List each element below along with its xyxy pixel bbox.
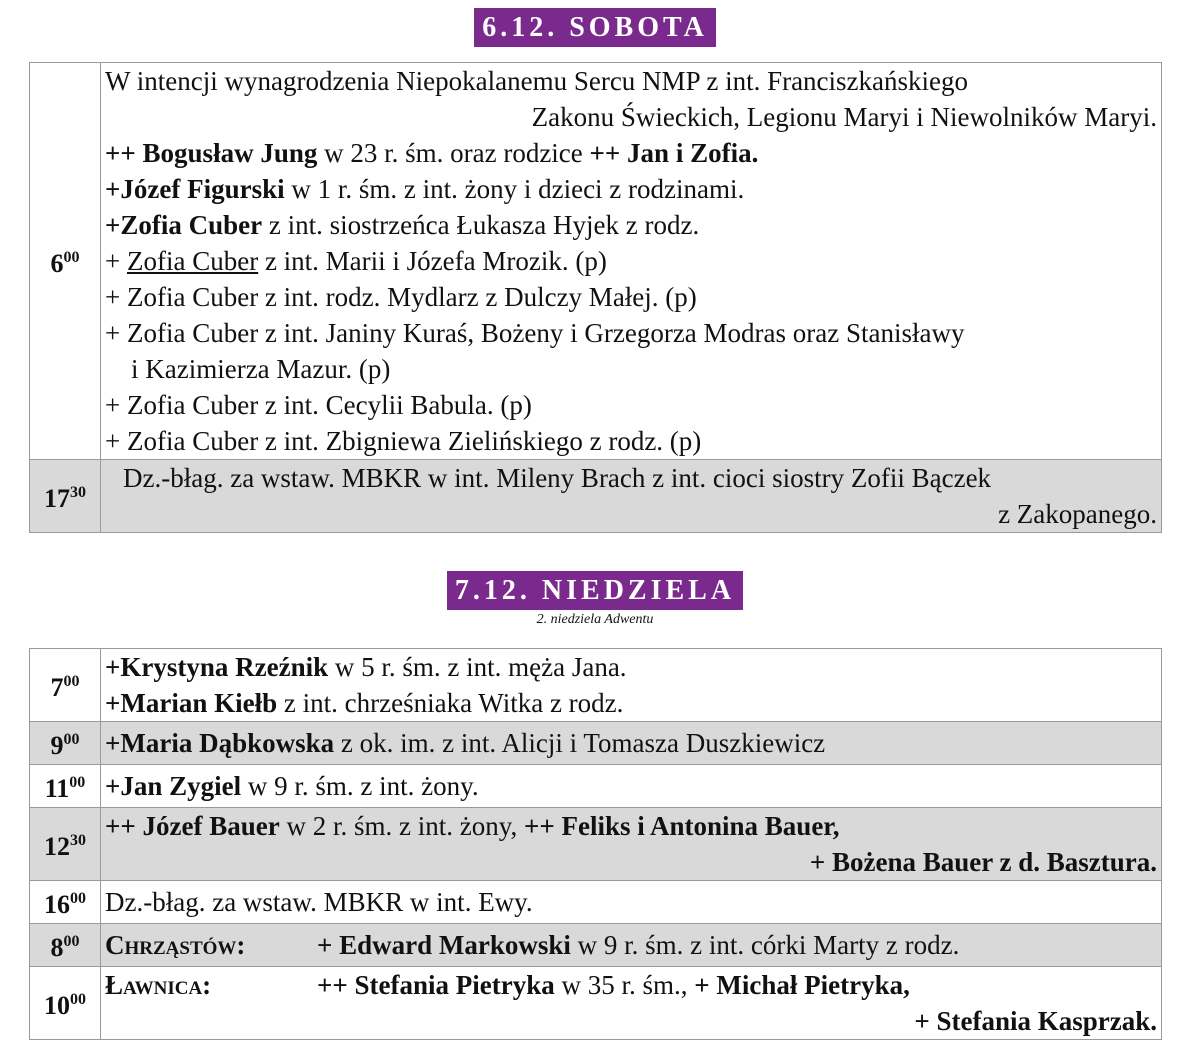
intention-line: +Jan Zygiel w 9 r. śm. z int. żony.	[105, 771, 479, 801]
table-row	[30, 808, 1162, 881]
mass-time: $7^{00}$	[30, 649, 101, 722]
day1-header	[0, 8, 1190, 47]
day1-title: 6.12. SOBOTA	[474, 8, 716, 47]
intention-line: + Zofia Cuber z int. Marii i Józefa Mrozik. (p)	[105, 246, 607, 276]
intention-line: +Zofia Cuber z int. siostrzeńca Łukasza Hyjek z rodz.	[105, 210, 700, 240]
mass-time: $16^{00}$	[30, 881, 101, 924]
place-label: Ławnica:	[105, 970, 212, 1000]
intention-line: Dz.-błag. za wstaw. MBKR w int. Mileny Brach z int. cioci siostry Zofii Bączek	[123, 463, 992, 493]
intention-line: + Stefania Kasprzak.	[914, 1006, 1157, 1036]
table-row	[30, 649, 1162, 722]
intention-line: + Bożena Bauer z d. Basztura.	[809, 847, 1157, 877]
mass-time: $8^{00}$	[30, 924, 101, 967]
mass-time: $11^{00}$	[30, 765, 101, 808]
mass-time: $9^{00}$	[30, 722, 101, 765]
mass-time: $10^{00}$	[30, 967, 101, 1040]
intention-line: + Zofia Cuber z int. Cecylii Babula. (p)	[105, 390, 532, 420]
table-row	[30, 924, 1162, 967]
intention-line: + Zofia Cuber z int. rodz. Mydlarz z Dulczy Małej. (p)	[105, 282, 697, 312]
day2-header	[0, 571, 1190, 628]
mass-intentions	[101, 649, 1162, 722]
day1-schedule-table	[29, 62, 1162, 533]
intention-line: + Zofia Cuber z int. Zbigniewa Zielińskiego z rodz. (p)	[105, 426, 702, 456]
mass-intentions	[101, 967, 1162, 1040]
mass-time: $12^{30}$	[30, 808, 101, 881]
intention-line: +Marian Kiełb z int. chrześniaka Witka z rodz.	[105, 688, 624, 718]
intention-line: +Maria Dąbkowska z ok. im. z int. Alicji i Tomasza Duszkiewicz	[105, 728, 826, 758]
table-row	[30, 460, 1162, 533]
day2-subtitle: 2. niedziela Adwentu	[536, 612, 654, 627]
intention-line: Zakonu Świeckich, Legionu Maryi i Niewolników Maryi.	[531, 102, 1157, 132]
day2-schedule-table	[29, 648, 1162, 1040]
mass-time: $6^{00}$	[30, 63, 101, 460]
mass-time: $17^{30}$	[30, 460, 101, 533]
mass-intentions	[101, 808, 1162, 881]
day2-title: 7.12. NIEDZIELA	[447, 571, 743, 610]
intention-line: z Zakopanego.	[998, 499, 1157, 529]
intention-line: + Zofia Cuber z int. Janiny Kuraś, Bożeny i Grzegorza Modras oraz Stanisławy	[105, 318, 965, 348]
intention-line: +Józef Figurski w 1 r. śm. z int. żony i dzieci z rodzinami.	[105, 174, 745, 204]
intention-line: ++ Bogusław Jung w 23 r. śm. oraz rodzice ++ Jan i Zofia.	[105, 138, 759, 168]
intention-line: Dz.-błag. za wstaw. MBKR w int. Ewy.	[105, 887, 533, 917]
table-row	[30, 881, 1162, 924]
intention-line: W intencji wynagrodzenia Niepokalanemu Sercu NMP z int. Franciszkańskiego	[105, 66, 969, 96]
intention-line: i Kazimierza Mazur. (p)	[131, 354, 391, 384]
intention-line: +Krystyna Rzeźnik w 5 r. śm. z int. męża Jana.	[105, 652, 627, 682]
table-row	[30, 967, 1162, 1040]
mass-intentions	[101, 765, 1162, 808]
mass-intentions	[101, 722, 1162, 765]
place-label: Chrząstów:	[105, 930, 246, 960]
table-row	[30, 63, 1162, 460]
mass-intentions	[101, 924, 1162, 967]
mass-intentions	[101, 460, 1162, 533]
table-row	[30, 765, 1162, 808]
intention-line: Ławnica: ++ Stefania Pietryka w 35 r. śm., + Michał Pietryka,	[105, 967, 1157, 1003]
mass-intentions	[101, 63, 1162, 460]
intention-line: Chrząstów: + Edward Markowski w 9 r. śm. z int. córki Marty z rodz.	[105, 927, 1157, 963]
intention-line: ++ Józef Bauer w 2 r. śm. z int. żony, ++ Feliks i Antonina Bauer,	[105, 811, 840, 841]
table-row	[30, 722, 1162, 765]
mass-intentions	[101, 881, 1162, 924]
